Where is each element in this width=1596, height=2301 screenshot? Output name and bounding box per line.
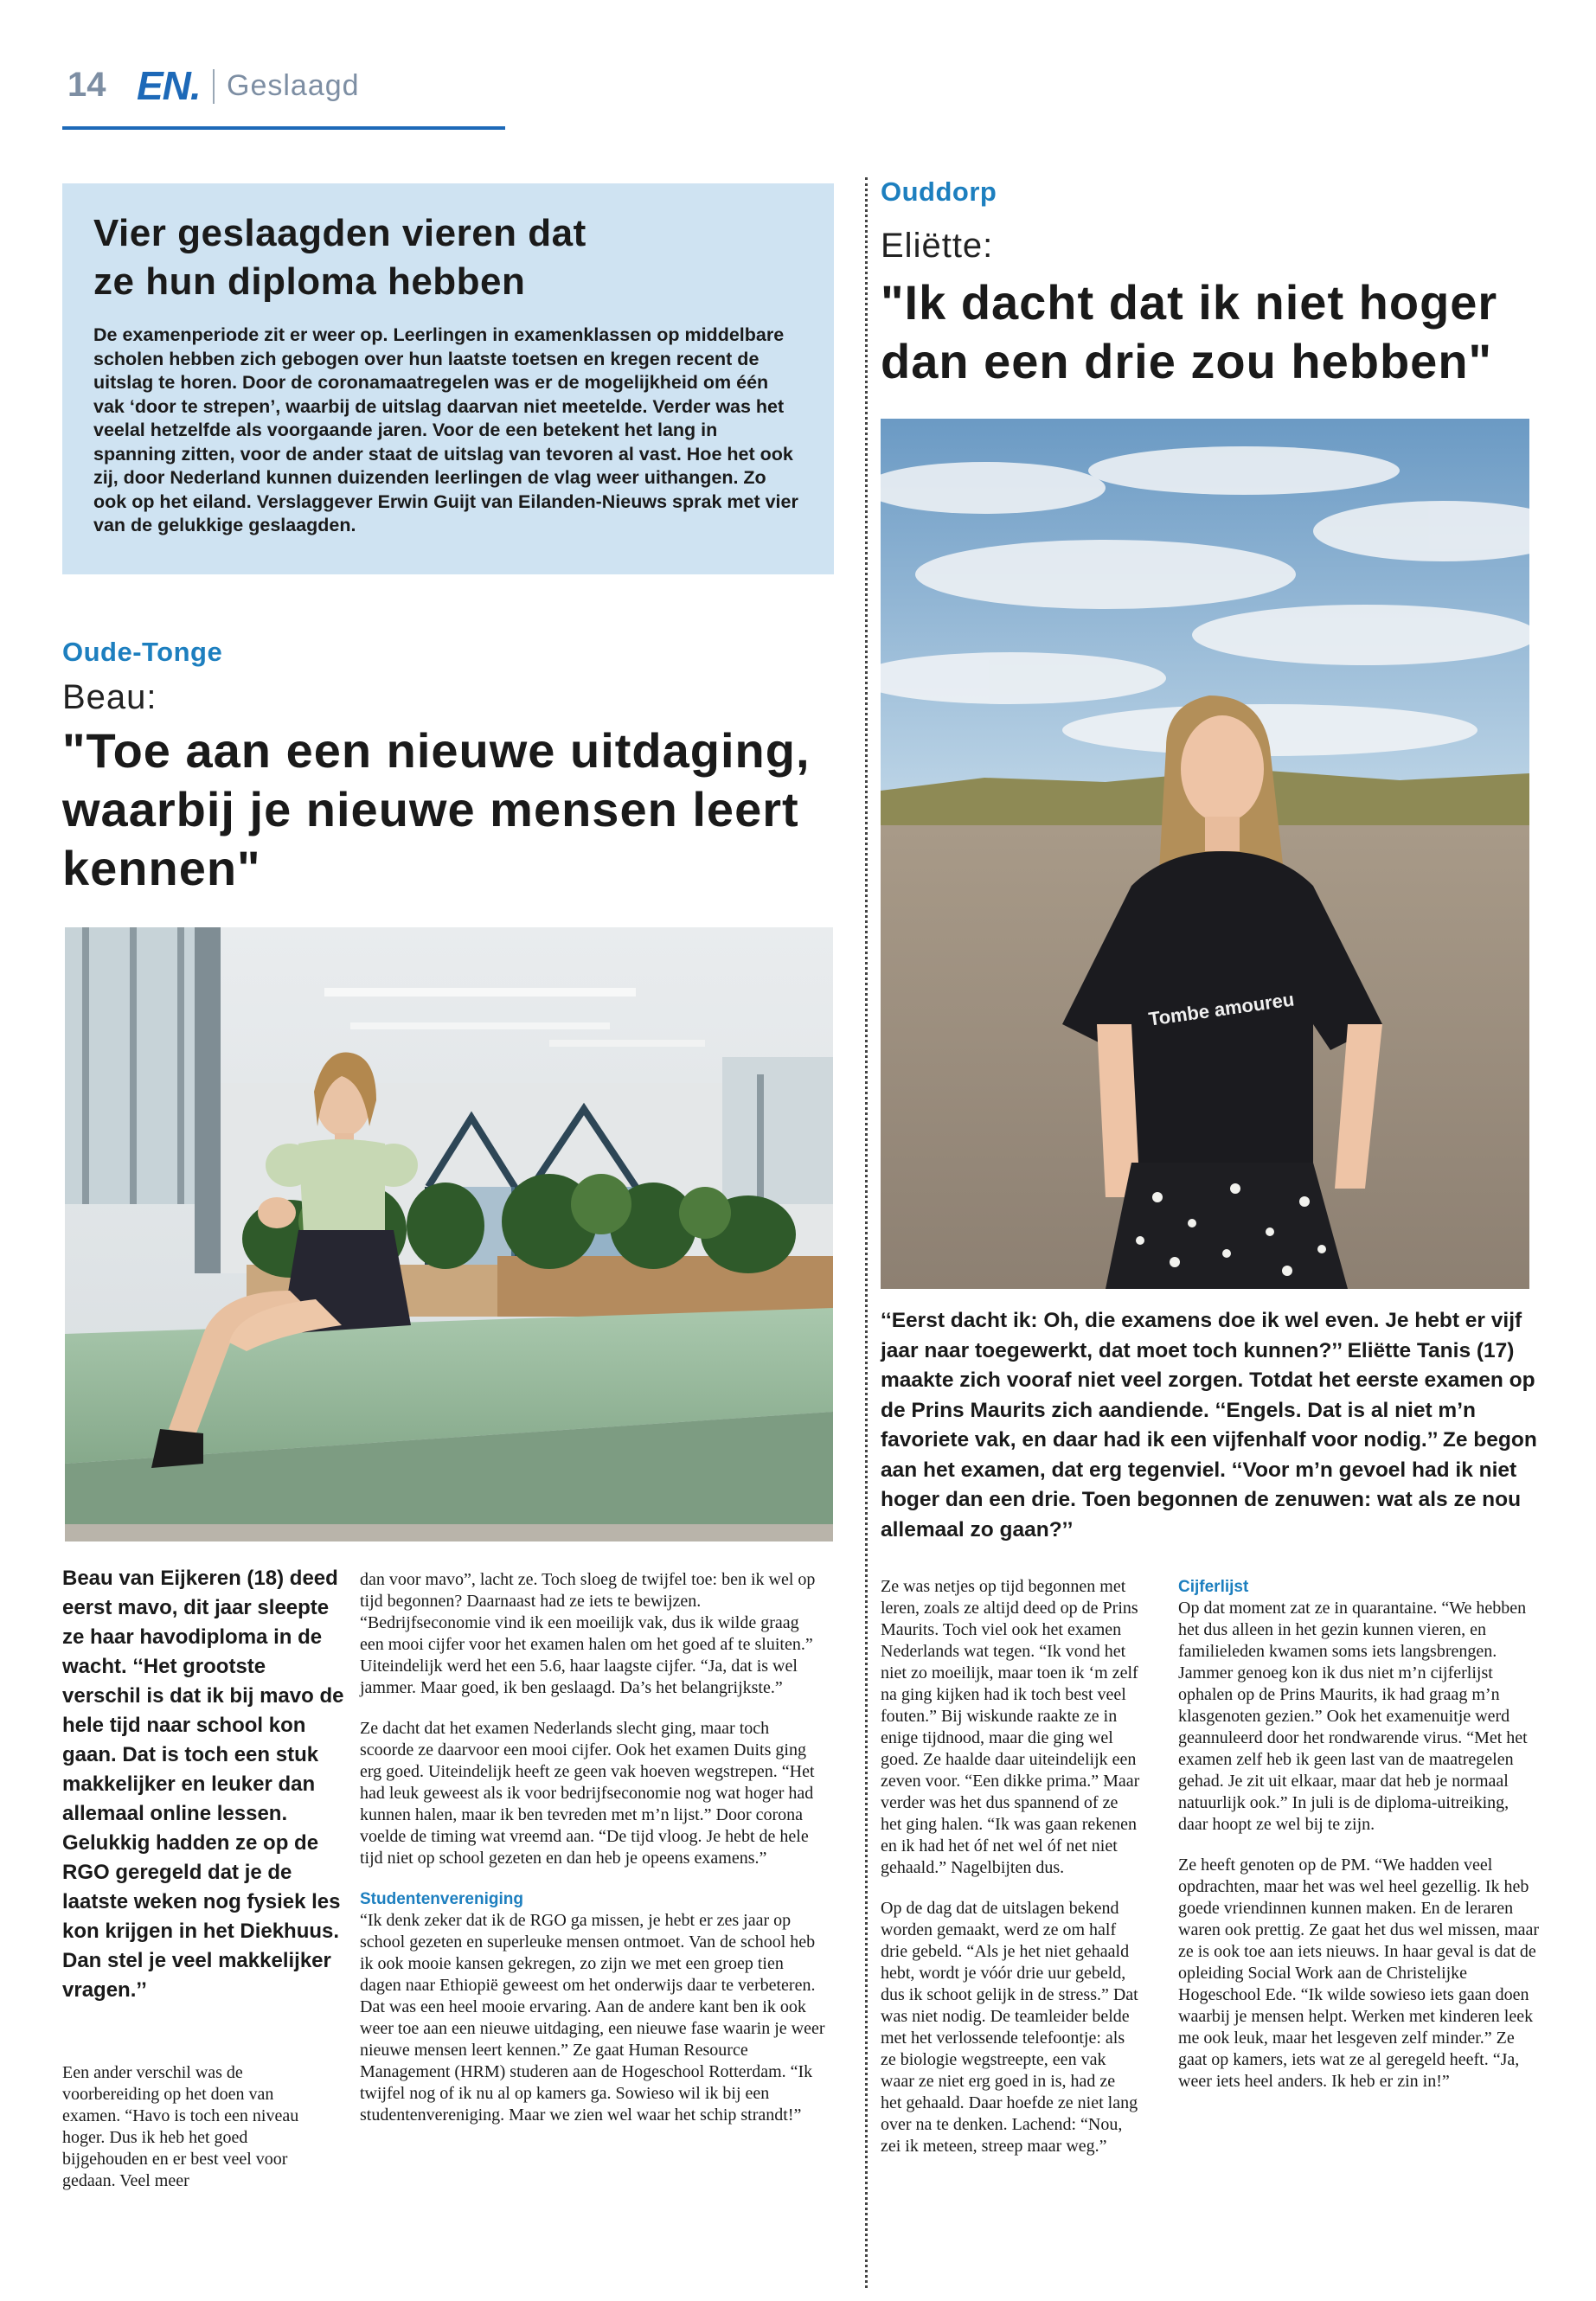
subheading: Cijferlijst xyxy=(1178,1578,1249,1596)
photo-eliette xyxy=(881,419,1529,1289)
page-number: 14 xyxy=(67,66,106,104)
header-divider xyxy=(213,69,215,104)
intro-box xyxy=(62,183,834,574)
left-story-column-2 xyxy=(360,1569,827,2145)
left-story-location: Oude-Tonge xyxy=(62,637,223,667)
right-story-title: "Ik dacht dat ik niet hoger dan een drie zou hebben" xyxy=(881,275,1498,388)
body-paragraph: Op de dag dat de uitslagen bekend worden gemaakt, werd ze om half drie gebeld. “Als je het niet gehaald hebt, wordt je vóór drie uur gebeld, dus ik schoot gelijk in de stress.” Dat was niet nodig. De teamleider belde met het verlossende telefoontje: als ze biologie wegstreepte, een vak waar ze niet erg goed in is, had ze het gehaald. Daar hoefde ze niet lang over na te denken. Lachend: “Nou, zei ik meteen, streep maar weg.” xyxy=(881,1899,1138,2156)
right-story-column-1 xyxy=(881,1576,1140,2176)
left-story-lead: Beau van Eijkeren (18) deed eerst mavo, dit jaar sleepte ze haar havodiploma in de wacht. ‘‘Het grootste verschil is dat ik bij mavo de hele tijd naar school kon gaan. Dat is toch een stuk makkelijker en leuker dan allemaal online lessen. Gelukkig hadden ze op de RGO geregeld dat je de laatste weken nog fysiek les kon krijgen in het Diekhuus. Dan stel je veel makkelijker vragen.’’ xyxy=(62,1567,344,2002)
body-paragraph: Ze dacht dat het examen Nederlands slecht ging, maar toch scoorde ze daarvoor een mooi cijfer. Ook het examen Duits ging erg goed. Uiteindelijk heeft ze geen vak hoeven wegstrepen. “Het had leuk geweest als ik voor bedrijfseconomie nog wat hoger had kunnen halen, maar ik ben tevreden met m’n lijst.” Door corona voelde de timing wat vreemd aan. “De tijd vloog. Je hebt de hele tijd niet op school gezeten en dan heb je opeens examens.” xyxy=(360,1719,815,1868)
intro-text: De examenperiode zit er weer op. Leerlingen in examenklassen op middelbare scholen hebben zich gebogen over hun laatste toetsen en kregen recent de uitslag te horen. Door de coronamaatregelen was er de mogelijkheid om één vak ‘door te strepen’, waarbij de uitslag daarvan niet meetelde. Verder was het veelal hetzelfde als voorgaande jaren. Voor de een betekent het lang in spanning zitten, voor de ander staat de uitslag van tevoren al vast. Hoe het ook zij, door Nederland kunnen duizenden leerlingen de vlag weer uithangen. Zo ook op het eiland. Verslaggever Erwin Guijt van Eilanden-Nieuws sprak met vier van de gelukkige geslaagden. xyxy=(93,324,798,535)
shirt-print: Tombe amoureu xyxy=(1147,988,1296,1030)
photo-beau xyxy=(65,927,833,1541)
left-story-column-1 xyxy=(62,2062,322,2211)
publication-logo: EN. xyxy=(137,63,201,108)
subheading: Studentenvereniging xyxy=(360,1890,523,1908)
body-paragraph: Ze was netjes op tijd begonnen met leren, zoals ze altijd deed op de Prins Maurits. Toch viel ook het examen Nederlands wat tegen. “Ik vond het niet zo moeilijk, maar toen ik ‘m zelf na ging kijken had ik toch best veel fouten.” Bij wiskunde raakte ze in enige tijdnood, maar die ging wel goed. Ze haalde daar uiteindelijk een zeven voor. “Een dikke prima.” Maar verder was het dus spannend of ze het ging halen. “Ik was gaan rekenen en ik had het óf net wel óf net niet gehaald.” Nagelbijten dus. xyxy=(881,1577,1140,1877)
right-story-column-2 xyxy=(1178,1576,1542,2112)
section-title: Geslaagd xyxy=(227,69,360,102)
column-separator xyxy=(865,177,868,2288)
body-paragraph: Op dat moment zat ze in quarantaine. “We hebben het dus alleen in het gezin kunnen vieren, en familieleden kwamen soms iets langsbrengen. Jammer genoeg kon ik dus niet m’n cijferlijst ophalen op de Prins Maurits, ik had graag m’n klasgenoten gezien.” Ook het examenuitje werd geannuleerd door het rondwarende virus. “Met het examen zelf heb ik geen last van de maatregelen gehad. Je zit uit elkaar, maar dat heb je normaal natuurlijk ook.” In juli is de diploma-uitreiking, daar hoopt ze wel bij te zijn. xyxy=(1178,1599,1528,1834)
body-paragraph: Ze heeft genoten op de PM. “We hadden veel opdrachten, maar het was wel heel gezellig. Ik heb goede vriendinnen kunnen maken. En de leraren waren ook prettig. Ze gaat het dus wel missen, maar ze is ook toe aan iets nieuws. In haar geval is dat de opleiding Social Work aan de Christelijke Hogeschool Ede. “Ik wilde sowieso iets gaan doen waarbij je mensen helpt. Werken met kinderen leek me ook leuk, maar het lesgeven zelf minder.” Ze gaat op kamers, iets wat ze al geregeld heeft. “Ja, weer iets heel anders. Ik heb er zin in!” xyxy=(1178,1856,1540,2091)
left-story-person: Beau: xyxy=(62,678,157,716)
right-story-location: Ouddorp xyxy=(881,176,997,207)
body-paragraph: Een ander verschil was de voorbereiding op het doen van examen. “Havo is toch een niveau hoger. Dus ik heb het goed bijgehouden en er best veel voor gedaan. Veel meer xyxy=(62,2063,299,2190)
right-story-lead: ‘‘Eerst dacht ik: Oh, die examens doe ik wel even. Je hebt er vijf jaar naar toegewerkt, dat moet toch kunnen?’’ Eliëtte Tanis (17) maakte zich vooraf niet veel zorgen. Totdat het eerste examen op de Prins Maurits zich aandiende. ‘‘Engels. Dat is al niet m’n favoriete vak, en daar had ik een vijfenhalf voor nodig.’’ Ze begon aan het examen, dat erg tegenviel. ‘‘Voor m’n gevoel had ik niet hoger dan een drie. Toen begonnen de zenuwen: wat als ze nou allemaal zo gaan?’’ xyxy=(881,1309,1537,1541)
body-paragraph: “Ik denk zeker dat ik de RGO ga missen, je hebt er zes jaar op school gezeten en superleuke mensen ontmoet. Van de school heb ik ook mooie kansen gekregen, zo zijn we met een groep tien dagen naar Ethiopië geweest om het onderwijs daar te verbeteren. Dat was een heel mooie ervaring. Aan de andere kant ben ik ook weer toe aan een nieuwe uitdaging, een nieuwe fase waarin je weer nieuwe mensen leert kennen.” Ze gaat Human Resource Management (HRM) studeren aan de Hogeschool Rotterdam. “Ik twijfel nog of ik nu al op kamers ga. Sowieso wil ik bij een studentenvereniging. Maar we zien wel waar het schip strandt!” xyxy=(360,1911,825,2125)
body-paragraph: dan voor mavo”, lacht ze. Toch sloeg de twijfel toe: ben ik wel op tijd begonnen? Daarnaast had ze iets te bewijzen. “Bedrijfseconomie vind ik een moeilijk vak, dus ik wilde graag een mooi cijfer voor het examen halen om het goed af te sluiten.” Uiteindelijk werd het een 5.6, haar laagste cijfer. “Ja, dat is wel jammer. Maar goed, ik ben geslaagd. Da’s het belangrijkste.” xyxy=(360,1570,816,1697)
right-story-person: Eliëtte: xyxy=(881,227,994,265)
header-rule xyxy=(62,126,505,130)
left-story-title: "Toe aan een nieuwe uitdaging, waarbij je nieuwe mensen leert kennen" xyxy=(62,723,811,895)
intro-title: Vier geslaagden vieren dat ze hun diploma hebben xyxy=(93,212,586,303)
